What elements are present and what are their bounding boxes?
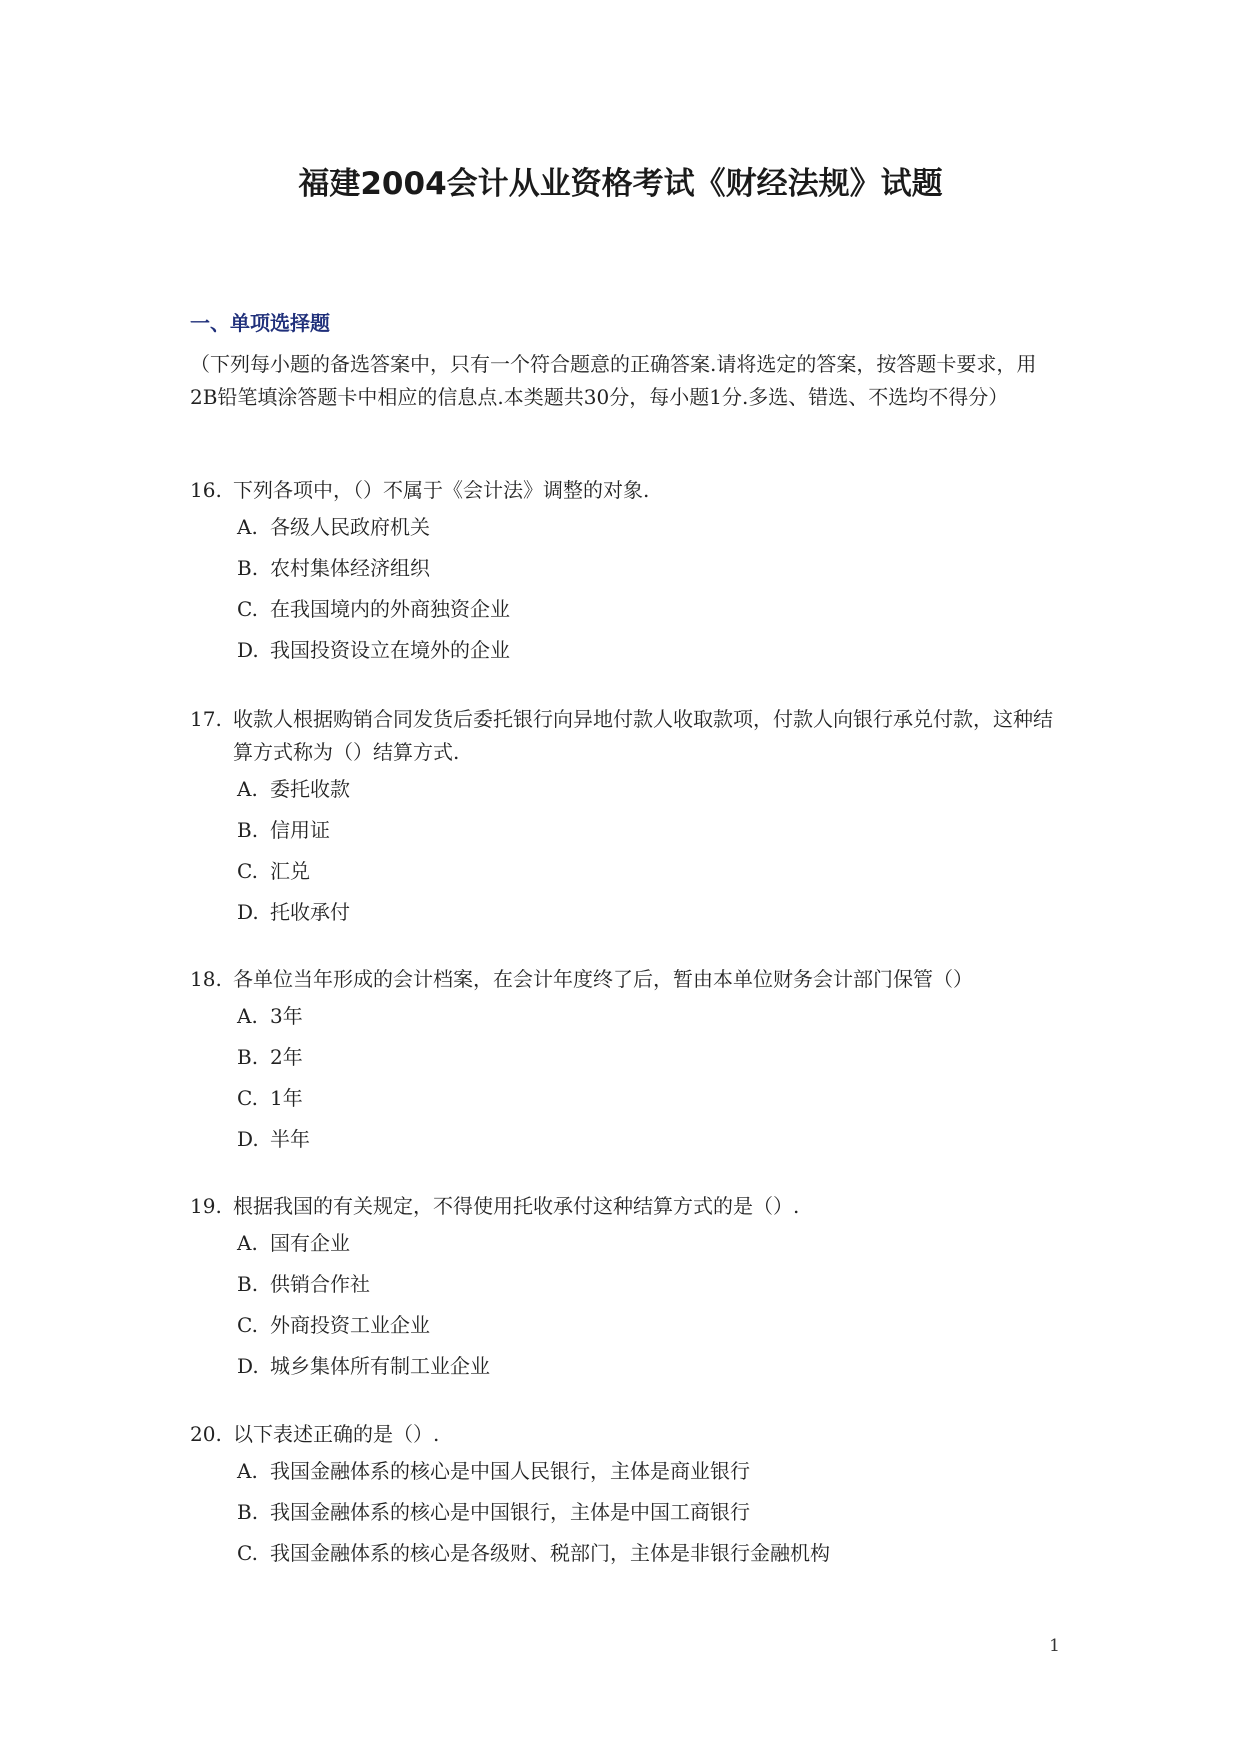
question-text: 根据我国的有关规定，不得使用托收承付这种结算方式的是（）. <box>233 1194 800 1218</box>
option-letter: D. <box>237 638 259 662</box>
question-number: 19. <box>190 1194 222 1218</box>
option-letter: C. <box>237 597 258 621</box>
option-b <box>237 1492 1070 1533</box>
question-16 <box>190 474 1070 671</box>
option-c <box>237 1533 1070 1574</box>
option-letter: D. <box>237 1354 259 1378</box>
option-list <box>237 507 1070 671</box>
question-text: 以下表述正确的是（）. <box>233 1422 440 1446</box>
option-d <box>237 630 1070 671</box>
option-a <box>237 507 1070 548</box>
option-text: 2年 <box>270 1045 303 1069</box>
option-c <box>237 589 1070 630</box>
option-a <box>237 996 1070 1037</box>
option-text: 信用证 <box>270 818 330 842</box>
option-d <box>237 1346 1070 1387</box>
question-text: 各单位当年形成的会计档案，在会计年度终了后，暂由本单位财务会计部门保管（） <box>233 967 973 991</box>
question-text: 下列各项中，（）不属于《会计法》调整的对象. <box>233 478 650 502</box>
option-letter: D. <box>237 1127 259 1151</box>
document-title: 福建2004会计从业资格考试《财经法规》试题 <box>298 166 943 202</box>
question-text: 收款人根据购销合同发货后委托银行向异地付款人收取款项，付款人向银行承兑付款，这种结算方式称为（）结算方式. <box>233 707 1053 764</box>
page-number: 1 <box>1049 1636 1060 1656</box>
question-19 <box>190 1190 1070 1387</box>
option-c <box>237 1305 1070 1346</box>
question-number: 18. <box>190 967 222 991</box>
option-text: 托收承付 <box>270 900 350 924</box>
option-c <box>237 1078 1070 1119</box>
option-letter: A. <box>237 1231 258 1255</box>
option-text: 我国金融体系的核心是各级财、税部门，主体是非银行金融机构 <box>270 1541 830 1565</box>
option-b <box>237 1264 1070 1305</box>
option-letter: A. <box>237 1004 258 1028</box>
option-text: 我国金融体系的核心是中国人民银行，主体是商业银行 <box>270 1459 750 1483</box>
question-18 <box>190 963 1070 1160</box>
option-b <box>237 1037 1070 1078</box>
option-letter: B. <box>237 1272 259 1296</box>
option-text: 农村集体经济组织 <box>270 556 430 580</box>
option-letter: A. <box>237 777 258 801</box>
option-letter: B. <box>237 1500 259 1524</box>
section-heading: 一、单项选择题 <box>190 311 330 335</box>
option-text: 城乡集体所有制工业企业 <box>270 1354 490 1378</box>
option-letter: C. <box>237 1086 258 1110</box>
option-a <box>237 1451 1070 1492</box>
option-text: 汇兑 <box>270 859 310 883</box>
option-text: 供销合作社 <box>270 1272 370 1296</box>
option-b <box>237 548 1070 589</box>
option-list <box>237 996 1070 1160</box>
option-letter: B. <box>237 1045 259 1069</box>
option-letter: C. <box>237 859 258 883</box>
question-20 <box>190 1418 1070 1574</box>
option-letter: C. <box>237 1541 258 1565</box>
option-d <box>237 892 1070 933</box>
option-text: 国有企业 <box>270 1231 350 1255</box>
option-text: 我国投资设立在境外的企业 <box>270 638 510 662</box>
section-instructions: （下列每小题的备选答案中，只有一个符合题意的正确答案.请将选定的答案，按答题卡要求，用2B铅笔填涂答题卡中相应的信息点.本类题共30分，每小题1分.多选、错选、不选均不得分） <box>190 352 1037 409</box>
option-letter: A. <box>237 515 258 539</box>
question-17 <box>190 703 1070 933</box>
option-text: 委托收款 <box>270 777 350 801</box>
option-text: 半年 <box>270 1127 310 1151</box>
question-number: 20. <box>190 1422 222 1446</box>
option-text: 3年 <box>270 1004 303 1028</box>
option-b <box>237 810 1070 851</box>
option-a <box>237 1223 1070 1264</box>
option-text: 在我国境内的外商独资企业 <box>270 597 510 621</box>
question-number: 17. <box>190 707 222 731</box>
option-text: 我国金融体系的核心是中国银行，主体是中国工商银行 <box>270 1500 750 1524</box>
option-text: 各级人民政府机关 <box>270 515 430 539</box>
option-a <box>237 769 1070 810</box>
option-letter: A. <box>237 1459 258 1483</box>
option-letter: D. <box>237 900 259 924</box>
option-letter: C. <box>237 1313 258 1337</box>
option-list <box>237 769 1070 933</box>
option-text: 1年 <box>270 1086 303 1110</box>
option-letter: B. <box>237 556 259 580</box>
option-d <box>237 1119 1070 1160</box>
question-number: 16. <box>190 478 222 502</box>
option-letter: B. <box>237 818 259 842</box>
option-list <box>237 1223 1070 1387</box>
option-list <box>237 1451 1070 1574</box>
option-c <box>237 851 1070 892</box>
option-text: 外商投资工业企业 <box>270 1313 430 1337</box>
